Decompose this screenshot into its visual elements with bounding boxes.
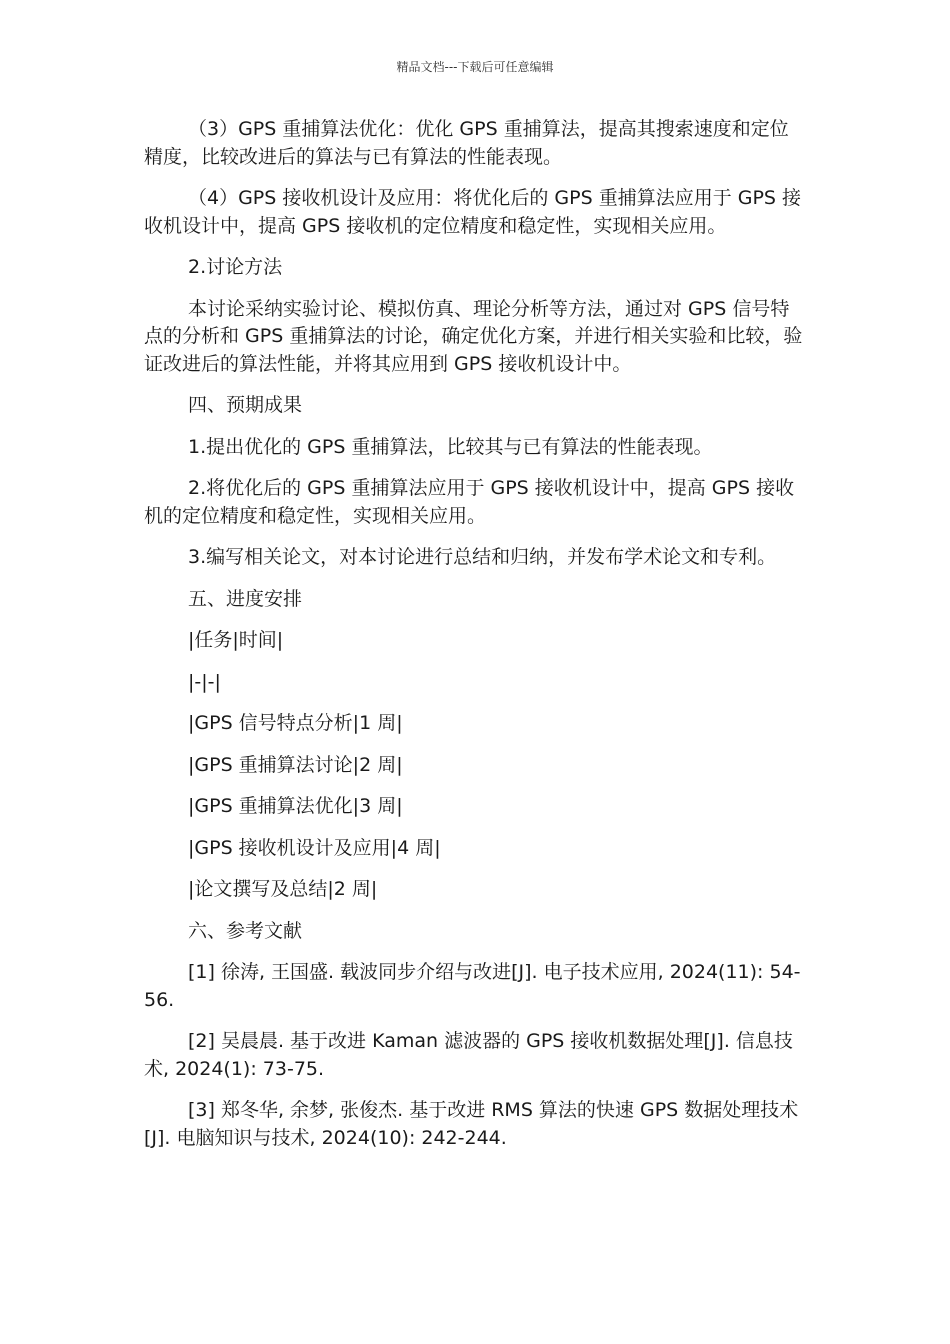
schedule-row: |GPS 信号特点分析|1 周| <box>188 712 403 734</box>
reference-item-3: [3] 郑冬华, 余梦, 张俊杰. 基于改进 RMS 算法的快速 GPS 数据处理技术[J]. 电脑知识与技术, 2024(10): 242-244. <box>144 1099 799 1149</box>
schedule-row: |GPS 重捕算法讨论|2 周| <box>188 753 403 776</box>
schedule-row: |GPS 接收机设计及应用|4 周| <box>188 836 441 859</box>
paragraph-discussion-method: 本讨论采纳实验讨论、模拟仿真、理论分析等方法，通过对 GPS 信号特点的分析和 GPS 重捕算法的讨论，确定优化方案，并进行相关实验和比较，验证改进后的算法性能，并将其应用到 GPS 接收机设计中。 <box>144 297 803 375</box>
list-item-result-2: 2.将优化后的 GPS 重捕算法应用于 GPS 接收机设计中，提高 GPS 接收机的定位精度和稳定性，实现相关应用。 <box>144 477 795 527</box>
schedule-row: |GPS 重捕算法优化|3 周| <box>188 795 403 817</box>
schedule-row: |论文撰写及总结|2 周| <box>188 878 378 900</box>
heading-references: 六、参考文献 <box>188 919 303 942</box>
schedule-separator-row: |-|-| <box>188 670 221 693</box>
schedule-header-row: |任务|时间| <box>188 629 284 651</box>
heading-schedule: 五、进度安排 <box>188 587 303 610</box>
paragraph-gps-receiver-design: （4）GPS 接收机设计及应用：将优化后的 GPS 重捕算法应用于 GPS 接收机设计中，提高 GPS 接收机的定位精度和稳定性，实现相关应用。 <box>144 187 802 237</box>
paragraph-gps-reacquisition-optimization: （3）GPS 重捕算法优化：优化 GPS 重捕算法，提高其搜索速度和定位精度，比较改进后的算法与已有算法的性能表现。 <box>144 118 789 168</box>
reference-item-1: [1] 徐涛, 王国盛. 载波同步介绍与改进[J]. 电子技术应用, 2024(11): 54-56. <box>144 961 801 1011</box>
page-header: 精品文档---下载后可任意编辑 <box>396 60 554 74</box>
heading-expected-results: 四、预期成果 <box>188 394 303 416</box>
document-body <box>144 116 806 1166</box>
heading-discussion-method: 2.讨论方法 <box>188 256 283 278</box>
list-item-result-3: 3.编写相关论文，对本讨论进行总结和归纳，并发布学术论文和专利。 <box>188 546 777 568</box>
list-item-result-1: 1.提出优化的 GPS 重捕算法，比较其与已有算法的性能表现。 <box>188 435 713 458</box>
reference-item-2: [2] 吴晨晨. 基于改进 Kaman 滤波器的 GPS 接收机数据处理[J]. 信息技术, 2024(1): 73-75. <box>144 1030 793 1080</box>
